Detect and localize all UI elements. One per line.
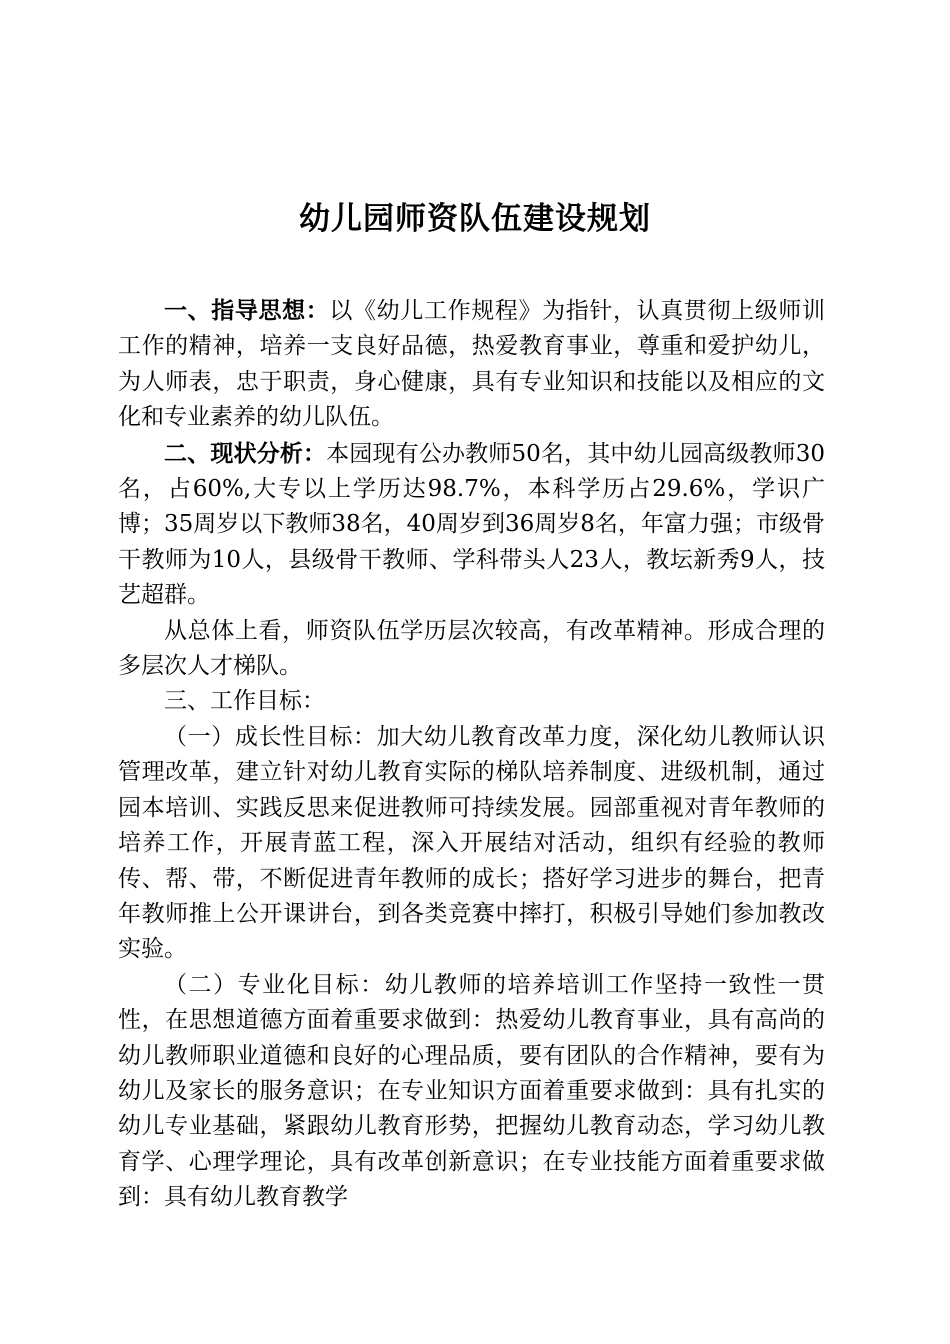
paragraph-overall-view [118, 614, 825, 685]
paragraph-text: 以《幼儿工作规程》为指针，认真贯彻上级师训工作的精神，培养一支良好品德，热爱教育事业，尊重和爱护幼儿，为人师表，忠于职责，身心健康，具有专业知识和技能以及相应的文化和专业素养的幼儿队伍。 [118, 298, 826, 431]
paragraph-status-analysis [118, 436, 825, 614]
document-body [118, 293, 825, 1216]
document-title: 幼儿园师资队伍建设规划 [299, 201, 651, 237]
section-heading: 二、现状分析： [164, 439, 327, 467]
paragraph-text: 本园现有公办教师50名，其中幼儿园高级教师30名，占60%,大专以上学历达98.7%，本科学历占29.6%，学识广博；35周岁以下教师38名，40周岁到36周岁8名，年富力强；市级骨干教师为10人，县级骨干教师、学科带头人23人，教坛新秀9人，技艺超群。 [118, 440, 825, 609]
paragraph-text: （一）成长性目标：加大幼儿教育改革力度，深化幼儿教师认识管理改革，建立针对幼儿教育实际的梯队培养制度、进级机制，通过园本培训、实践反思来促进教师可持续发展。园部重视对青年教师的培养工作，开展青蓝工程，深入开展结对活动，组织有经验的教师传、帮、带，不断促进青年教师的成长；搭好学习进步的舞台，把青年教师推上公开课讲台，到各类竞赛中摔打，积极引导她们参加教改实验。 [118, 723, 825, 963]
paragraph-guiding-ideology [118, 293, 825, 436]
paragraph-professional-goal [118, 968, 825, 1216]
paragraph-work-goals-heading [118, 684, 825, 719]
paragraph-text: 从总体上看，师资队伍学历层次较高，有改革精神。形成合理的多层次人才梯队。 [118, 617, 825, 680]
section-heading: 一、指导思想： [164, 297, 330, 324]
paragraph-text: （二）专业化目标：幼儿教师的培养培训工作坚持一致性一贯性，在思想道德方面着重要求做到：热爱幼儿教育事业，具有高尚的幼儿教师职业道德和良好的心理品质，要有团队的合作精神，要有为幼儿及家长的服务意识；在专业知识方面着重要求做到：具有扎实的幼儿专业基础，紧跟幼儿教育形势，把握幼儿教育动态，学习幼儿教育学、心理学理论，具有改革创新意识；在专业技能方面着重要求做到：具有幼儿教育教学 [118, 971, 825, 1211]
paragraph-growth-goal [118, 720, 825, 968]
paragraph-text: 三、工作目标： [164, 688, 325, 715]
